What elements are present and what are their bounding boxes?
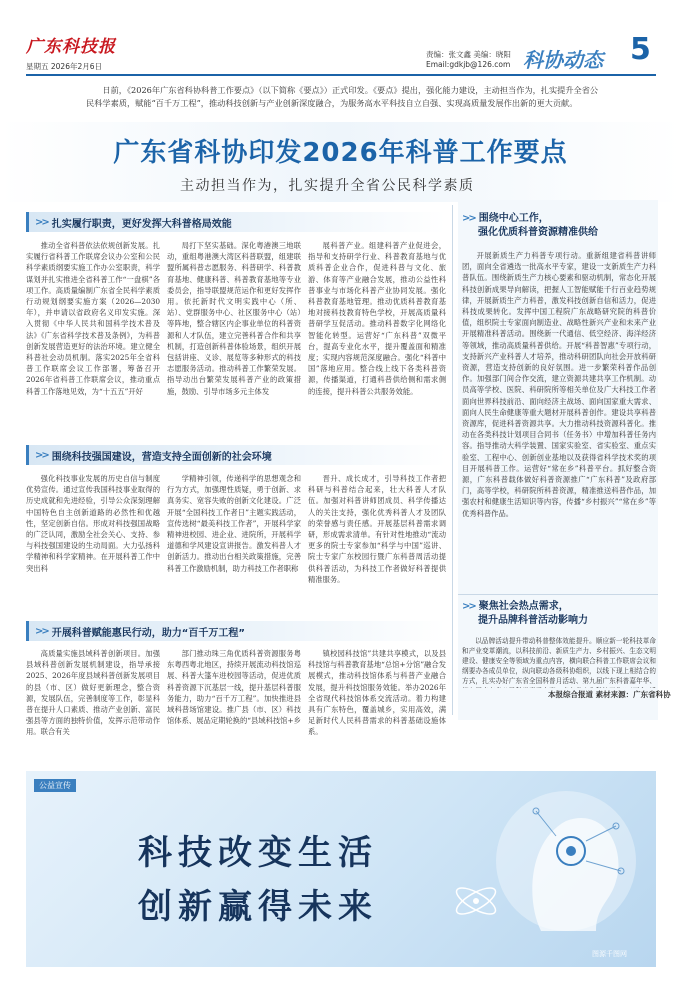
- section2-column2: 学精神引领，传递科学的思想观念和行为方式，加强理性质疑，勇于创新、求真务实、宽容失败的创新文化建设。广泛开展“全国科技工作者日”主题实践活动，宣传选树“最美科技工作者”，开展科学家精神进校园、进企业、进院所，开展科学道德和学风建设宣讲报告。激发科普人才创新活力。推动出台相关政策措施，完善科普工作激励机制，助力科技工作者职称: [167, 474, 301, 573]
- ad-image-source: 图源千图网: [592, 950, 627, 958]
- section-heading-3: [26, 621, 446, 641]
- section1-column1: 推动全省科普依法依规创新发展。扎实履行省科普工作联席会议办公室和公民科学素质纲要实施工作办公室职责，科学谋划并扎实推进全省科普工作“一盘棋”各项工作。高质量编制广东省全民科学素质行动规划纲要实施方案（2026—2030年），并申请以省政府名义印发实施。深入贯彻《中华人民共和国科学技术普及法》《广东省科学技术普及条例》，为科普创新发展营造更好的法治环境。建立健全科普社会动员机制。落实2025年全省科普工作联席会议工作部署，筹备召开2026年省科普工作联席会议，推动重点科普工作落地见效，为“十五五”开好: [26, 241, 160, 396]
- editor-info: [426, 50, 511, 70]
- ad-slogan-line2: 创新赢得未来: [138, 887, 378, 927]
- section-heading-text: 扎实履行职责，更好发挥大科普格局效能: [51, 218, 232, 230]
- section-heading-2: [26, 445, 446, 465]
- column-divider: [452, 205, 453, 715]
- chevron-icon: >>: [462, 213, 475, 224]
- masthead: [26, 30, 656, 72]
- chevron-icon: >>: [35, 216, 48, 228]
- page-number: 5: [630, 32, 651, 67]
- section-heading-4: >> 围绕中心工作， 强化优质科普资源精准供给: [462, 213, 598, 238]
- headline: 广东省科协印发2026年科普工作要点: [113, 138, 568, 168]
- ad-slogan-line1: 科技改变生活: [138, 833, 378, 873]
- lead-paragraph: 日前，《2026年广东省科协科普工作要点》（以下简称《要点》）正式印发。《要点》提出，强化能力建设，主动担当作为，扎实提升全省公民科学素质，赋能“百千万工程”，推动科技创新与产业创新深度融合，为服务高水平科技自立自强、实现高质量发展作出新的更大贡献。: [86, 85, 599, 108]
- editor-names: 责编：张文鑫 美编：晓阳: [426, 50, 511, 59]
- section1-column2: 局打下坚实基础。深化粤港澳三地联动，重组粤港澳大湾区科普联盟，组建联盟所属科普志愿服务、科普研学、科普教育基地、健康科普、科普教育基地等专业委员会，指导联盟规范运作和更好发挥作用。依托新时代文明实践中心（所、站）、党群服务中心、社区服务中心（站）等阵地，整合辖区内企事业单位的科普资源和人才队伍，建立完善科普合作和共享机制，打造创新科普体验场景，组织开展包括讲座、义诊、展览等多种形式的科技志愿服务活动。推动科普工作繁荣发展。指导动出台繁荣发展科普产业的政策措施，鼓励、引导市场多元主体发: [167, 241, 301, 396]
- source-credit: 本报综合报道 素材来源：广东省科协: [548, 690, 671, 699]
- section3-column2: 部门推动珠三角优质科普资源服务粤东粤西粤北地区，持续开展流动科技馆巡展、科普大篷车进校园等活动，促进优质科普资源下沉基层一线，提升基层科普服务能力，助力“百千万工程”。加快推进县域科普场馆建设。推广县（市、区）科技馆体系、展品定期轮换的“县域科技馆+乡: [167, 649, 301, 726]
- section2-column1: 强化科技事业发展的历史自信与制度优势宣传。通过宣传我国科技事业取得的历史成就和先进经验，引导公众深刻理解中国特色自主创新道路的必然性和优越性，坚定创新自信。形成对科技强国战略的广泛认同，激励全社会关心、支持、参与科技强国建设的生动局面。大力弘扬科学精神和科学家精神。在开展科普工作中突出科: [26, 474, 160, 573]
- section-heading-text: 围绕科技强国建设，营造支持全面创新的社会环境: [51, 451, 272, 463]
- issue-date: 星期五 2026年2月6日: [26, 62, 103, 71]
- public-service-ad: [26, 771, 656, 967]
- chevron-icon: >>: [462, 601, 475, 612]
- ad-tag: 公益宣传: [34, 779, 76, 792]
- section4-body: 开展新质生产力科普专项行动。重新组建省科普讲师团，面向全省遴选一批高水平专家，建设一支新质生产力科普队伍。围绕新质生产力核心要素和驱动机制，常态化开展科技创新成果导向解读，把握人工智能赋能千行百业趋势规律，开展新质生产力科普，激发科技创新自信和活力，促进科技成果转化。发挥中国工程院广东战略研究院的科普价值，组织院士专家面向制造业、战略性新兴产业和未来产业开展精准科普活动。围绕新一代通信、低空经济、海洋经济等领域，推动高质量科普供给。开展“科普智惠”专项行动，支持新兴产业科普人才培养，推动科研团队向社会开放科研资源，营造支持创新的良好氛围。进一步繁荣科普作品创作。加强部门间合作交流，建立资源共建共享工作机制。动员高等学校、医院、科研院所等相关单位及广大科技工作者面向世界科技前沿、面向经济主战场、面向国家重大需求、面向人民生命健康等重大题材开展科普创作。建设共享科普资源库，促进科普资源共享。大力推动科技资源科普化。推动在各类科技计划项目合同书（任务书）中增加科普任务内容。指导推动大科学装置、国家实验室、省实验室、重点实验室、工程中心、创新创业基地以及获得省科学技术奖的项目开展科普工作。运营好“常在乡”科普平台。抓好整合资源，广东科普载体做好科普资源推广“广东科普”及政府部门，高等学校，科研院所科普资源，精准推送科普作品，加强农村和健康生活知识等内容，传播“乡村振兴”“常在乡”等优秀科普作品。: [462, 251, 656, 518]
- section1-column3: 展科普产业。组建科普产业促进会，指导和支持研学行业、科普教育基地与优质科普企业合作，促进科普与文化、旅游、体育等产业融合发展，推动公益性科普事业与市场化科普产业协同发展。强化科普教育基地管理。推动优质科普教育基地对接科技教育特色学校，开展高质量科普研学互促活动。推动科普数字化网络化智能化转型。运营好“广东科普”双微平台，提高专业化水平，提升覆盖面和精准度；实现内容规范深度融合。强化“科普中国”落地应用。整合线上线下各类科普资源，传播渠道，打通科普供给侧和需求侧的连接，提升科普公共服务效能。: [308, 241, 446, 396]
- section-heading-1: [26, 212, 446, 232]
- section3-column1: 高质量实施县域科普创新项目。加强县域科普创新发展机制建设，指导承接2025、2026年度县域科普创新发展项目的县（市、区）做好更新理念，整合资源，发展队伍，完善制度等工作，彰显科普在提升人口素质、推动产业创新、富民强县等方面的独特价值，发挥示范带动作用。联合有关: [26, 649, 160, 737]
- chevron-icon: >>: [35, 625, 48, 637]
- robot-head-illustration: [446, 781, 646, 957]
- subheadline: 主动担当作为，扎实提升全省公民科学素质: [180, 178, 475, 194]
- section3-column3: 镇校园科技馆”共建共享模式，以及县科技馆与科普教育基地“总馆+分馆”融合发展模式，推动科技馆体系与科普产业融合发展，提升科技馆服务效能。举办2026年全省现代科技馆体系交流活动。着力构建具有广东特色，覆盖城乡，实用高效，满足新时代人民科普需求的科普基础设施体系。: [308, 649, 446, 737]
- newspaper-logo: 广东科技报: [26, 37, 116, 57]
- header-rule: [26, 74, 656, 76]
- section5-body: 以品牌活动提升带动科普整体效能提升。顺应新一轮科技革命和产业变革潮流，以科技前沿、新质生产力、乡村振兴、生态文明建设、健康安全等领域为重点内容，横向联合科普工作联席会议和纲要办各成员单位，纵向联动各级科协组织，以线下现上相结合的方式，扎实办好广东省全国科普月活动、第九届广东科普嘉年华、: [462, 637, 656, 685]
- editor-email: Email:gdkjb@126.com: [426, 60, 511, 69]
- section-heading-5: >> 聚焦社会热点需求， 提升品牌科普活动影响力: [462, 601, 588, 626]
- chevron-icon: >>: [35, 449, 48, 461]
- section-heading-text: 开展科普赋能惠民行动，助力“百千万工程”: [51, 627, 245, 639]
- section-divider: [458, 594, 658, 595]
- section2-column3: 晋升、成长成才，引导科技工作者把科研与科普结合起来，壮大科普人才队伍。加强对科普讲师团成员、科学传播达人的关注支持，强化优秀科普人才及团队的荣誉感与责任感。开展基层科普需求调研，形成需求清单。有针对性地推动“流动更多的院士专家参加“科学与中国”巡讲、院士专家广东校园行暨广东科普周活动提供科普活动，为科技工作者做好科普提供精准服务。: [308, 474, 446, 584]
- section-name: 科协动态: [523, 48, 603, 72]
